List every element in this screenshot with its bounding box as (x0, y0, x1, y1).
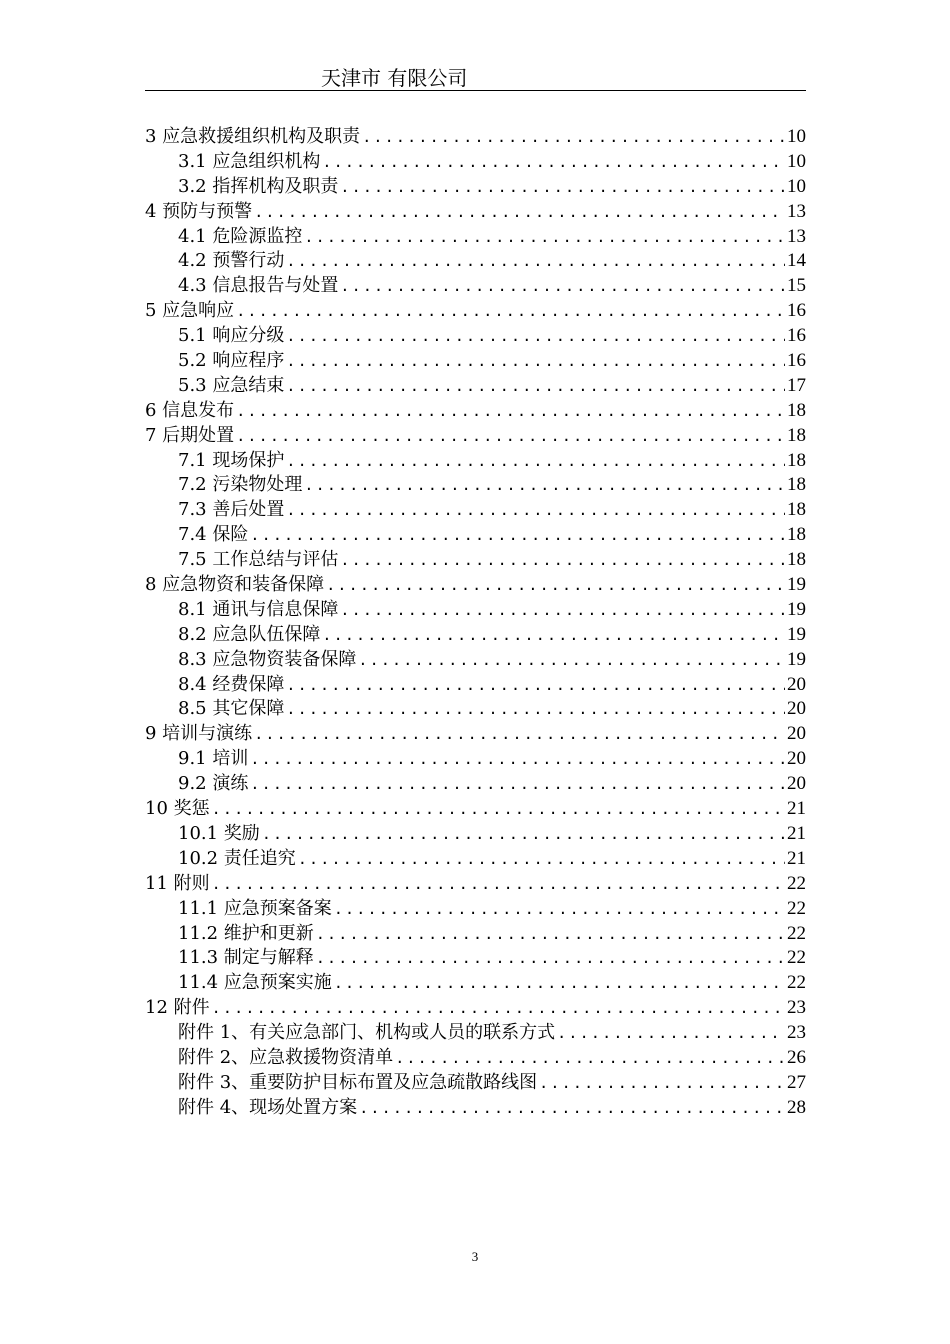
toc-entry-title: 8.4 经费保障 (178, 673, 285, 695)
toc-entry[interactable] (145, 299, 806, 324)
toc-entry-page: 18 (787, 524, 806, 546)
toc-entry[interactable] (145, 498, 806, 523)
toc-entry-title: 3.1 应急组织机构 (178, 150, 321, 172)
toc-entry-title: 8.2 应急队伍保障 (178, 623, 321, 645)
toc-entry[interactable] (145, 797, 806, 822)
toc-leader-dots (316, 946, 785, 971)
toc-entry[interactable] (145, 946, 806, 971)
toc-entry-page: 20 (787, 748, 806, 770)
toc-entry[interactable] (145, 747, 806, 772)
toc-leader-dots (340, 175, 785, 200)
toc-leader-dots (322, 623, 785, 648)
toc-entry-title: 8.1 通讯与信息保障 (178, 598, 339, 620)
toc-leader-dots (286, 374, 785, 399)
toc-entry-page: 18 (787, 549, 806, 571)
toc-entry-title: 3.2 指挥机构及职责 (178, 175, 339, 197)
toc-entry[interactable] (145, 847, 806, 872)
toc-entry[interactable] (145, 922, 806, 947)
toc-entry[interactable] (145, 1021, 806, 1046)
toc-leader-dots (322, 150, 785, 175)
toc-leader-dots (362, 125, 785, 150)
toc-entry-title: 11.4 应急预案实施 (178, 972, 332, 994)
toc-entry[interactable] (145, 523, 806, 548)
toc-entry[interactable] (145, 349, 806, 374)
toc-entry-title: 附件 1、有关应急部门、机构或人员的联系方式 (178, 1022, 556, 1044)
toc-entry[interactable] (145, 449, 806, 474)
toc-entry-title: 5.1 响应分级 (178, 325, 285, 347)
toc-entry[interactable] (145, 1046, 806, 1071)
toc-entry[interactable] (145, 225, 806, 250)
toc-entry-title: 7.2 污染物处理 (178, 474, 303, 496)
toc-leader-dots (254, 200, 785, 225)
toc-entry[interactable] (145, 249, 806, 274)
toc-leader-dots (250, 772, 785, 797)
toc-entry-page: 26 (787, 1046, 806, 1068)
toc-leader-dots (359, 1096, 785, 1121)
toc-leader-dots (557, 1021, 785, 1046)
toc-entry[interactable] (145, 648, 806, 673)
toc-entry[interactable] (145, 772, 806, 797)
toc-entry-page: 10 (787, 175, 806, 197)
toc-entry-page: 23 (787, 1022, 806, 1044)
toc-entry[interactable] (145, 473, 806, 498)
toc-entry-title: 附件 3、重要防护目标布置及应急疏散路线图 (178, 1071, 538, 1093)
toc-entry-page: 22 (787, 947, 806, 969)
toc-leader-dots (212, 872, 785, 897)
toc-entry[interactable] (145, 971, 806, 996)
toc-entry-page: 20 (787, 773, 806, 795)
toc-entry[interactable] (145, 573, 806, 598)
toc-entry[interactable] (145, 424, 806, 449)
toc-leader-dots (236, 299, 785, 324)
toc-leader-dots (286, 449, 785, 474)
toc-entry[interactable] (145, 872, 806, 897)
toc-entry-page: 19 (787, 598, 806, 620)
toc-entry[interactable] (145, 822, 806, 847)
toc-entry-title: 4.3 信息报告与处置 (178, 275, 339, 297)
toc-leader-dots (304, 473, 785, 498)
toc-entry-page: 19 (787, 648, 806, 670)
toc-leader-dots (316, 922, 785, 947)
toc-entry[interactable] (145, 200, 806, 225)
header-rule (145, 90, 806, 91)
toc-entry-title: 7.3 善后处置 (178, 499, 285, 521)
toc-entry-page: 18 (787, 499, 806, 521)
toc-leader-dots (250, 523, 785, 548)
toc-entry-page: 28 (787, 1096, 806, 1118)
toc-entry-title: 5.3 应急结束 (178, 374, 285, 396)
toc-entry-title: 10 奖惩 (145, 798, 210, 820)
toc-leader-dots (212, 996, 785, 1021)
toc-entry-title: 9 培训与演练 (145, 723, 253, 745)
toc-entry-title: 4.2 预警行动 (178, 250, 285, 272)
toc-entry-page: 21 (787, 822, 806, 844)
toc-entry-title: 9.2 演练 (178, 773, 249, 795)
toc-leader-dots (286, 324, 785, 349)
toc-leader-dots (286, 697, 785, 722)
toc-entry-title: 10.2 责任追究 (178, 847, 296, 869)
toc-entry[interactable] (145, 996, 806, 1021)
toc-entry-page: 20 (787, 723, 806, 745)
toc-leader-dots (236, 424, 785, 449)
toc-entry[interactable] (145, 150, 806, 175)
toc-entry[interactable] (145, 125, 806, 150)
toc-leader-dots (539, 1071, 785, 1096)
toc-entry-page: 18 (787, 399, 806, 421)
toc-leader-dots (286, 673, 785, 698)
toc-entry-title: 5.2 响应程序 (178, 350, 285, 372)
toc-leader-dots (286, 349, 785, 374)
toc-leader-dots (262, 822, 785, 847)
toc-leader-dots (298, 847, 785, 872)
toc-entry[interactable] (145, 897, 806, 922)
toc-leader-dots (286, 249, 785, 274)
toc-entry[interactable] (145, 623, 806, 648)
toc-entry-page: 22 (787, 922, 806, 944)
toc-entry-title: 6 信息发布 (145, 399, 235, 421)
toc-entry-page: 16 (787, 300, 806, 322)
toc-entry[interactable] (145, 1071, 806, 1096)
toc-entry[interactable] (145, 1096, 806, 1121)
toc-leader-dots (236, 399, 785, 424)
toc-entry-page: 18 (787, 474, 806, 496)
toc-entry-page: 16 (787, 350, 806, 372)
toc-entry-page: 22 (787, 972, 806, 994)
toc-leader-dots (304, 225, 785, 250)
toc-entry[interactable] (145, 722, 806, 747)
toc-entry-page: 16 (787, 325, 806, 347)
toc-entry-page: 19 (787, 623, 806, 645)
toc-entry-title: 7.5 工作总结与评估 (178, 549, 339, 571)
toc-entry-page: 18 (787, 424, 806, 446)
toc-leader-dots (286, 498, 785, 523)
toc-entry-title: 11.3 制定与解释 (178, 947, 314, 969)
toc-leader-dots (395, 1046, 785, 1071)
toc-entry-page: 10 (787, 150, 806, 172)
toc-entry-title: 12 附件 (145, 997, 210, 1019)
toc-leader-dots (334, 897, 785, 922)
toc-entry-title: 附件 4、现场处置方案 (178, 1096, 358, 1118)
toc-entry-page: 21 (787, 798, 806, 820)
toc-entry-page: 17 (787, 374, 806, 396)
toc-entry-page: 14 (787, 250, 806, 272)
toc-entry-page: 19 (787, 574, 806, 596)
toc-entry-title: 7 后期处置 (145, 424, 235, 446)
toc-entry-title: 9.1 培训 (178, 748, 249, 770)
toc-entry[interactable] (145, 548, 806, 573)
toc-entry[interactable] (145, 175, 806, 200)
toc-entry-title: 附件 2、应急救援物资清单 (178, 1046, 394, 1068)
toc-entry-title: 3 应急救援组织机构及职责 (145, 126, 361, 147)
toc-entry-title: 10.1 奖励 (178, 822, 260, 844)
toc-leader-dots (358, 648, 785, 673)
toc-leader-dots (250, 747, 785, 772)
toc-leader-dots (334, 971, 785, 996)
toc-entry[interactable] (145, 374, 806, 399)
toc-leader-dots (340, 274, 785, 299)
toc-entry-page: 27 (787, 1071, 806, 1093)
toc-entry-page: 22 (787, 872, 806, 894)
toc-entry-title: 5 应急响应 (145, 300, 235, 322)
toc-entry-page: 20 (787, 698, 806, 720)
toc-entry-title: 11.2 维护和更新 (178, 922, 314, 944)
toc-entry[interactable] (145, 598, 806, 623)
toc-entry-page: 13 (787, 225, 806, 247)
toc-entry-title: 8.5 其它保障 (178, 698, 285, 720)
toc-leader-dots (212, 797, 785, 822)
toc-leader-dots (340, 548, 785, 573)
header-title: 天津市 有限公司 (321, 66, 468, 90)
toc-entry[interactable] (145, 697, 806, 722)
toc-entry-page: 18 (787, 449, 806, 471)
toc-entry[interactable] (145, 399, 806, 424)
toc-entry-page: 10 (787, 126, 806, 147)
toc-entry-title: 4.1 危险源监控 (178, 225, 303, 247)
toc-entry-page: 13 (787, 200, 806, 222)
toc-entry-title: 11 附则 (145, 872, 210, 894)
toc-entry[interactable] (145, 274, 806, 299)
toc-entry-title: 7.1 现场保护 (178, 449, 285, 471)
toc-entry-title: 11.1 应急预案备案 (178, 897, 332, 919)
toc-entry-page: 23 (787, 997, 806, 1019)
toc-entry-title: 8.3 应急物资装备保障 (178, 648, 357, 670)
toc-entry-page: 20 (787, 673, 806, 695)
toc-entry-title: 4 预防与预警 (145, 200, 253, 222)
page-header (145, 66, 806, 90)
toc-entry-page: 21 (787, 847, 806, 869)
toc-entry-page: 15 (787, 275, 806, 297)
toc-entry-title: 8 应急物资和装备保障 (145, 574, 325, 596)
toc-entry[interactable] (145, 324, 806, 349)
toc-entry-page: 22 (787, 897, 806, 919)
toc-leader-dots (254, 722, 785, 747)
page-number: 3 (471, 1249, 479, 1264)
table-of-contents (145, 125, 806, 1121)
toc-leader-dots (326, 573, 785, 598)
toc-entry-title: 7.4 保险 (178, 524, 249, 546)
toc-leader-dots (340, 598, 785, 623)
toc-entry[interactable] (145, 673, 806, 698)
